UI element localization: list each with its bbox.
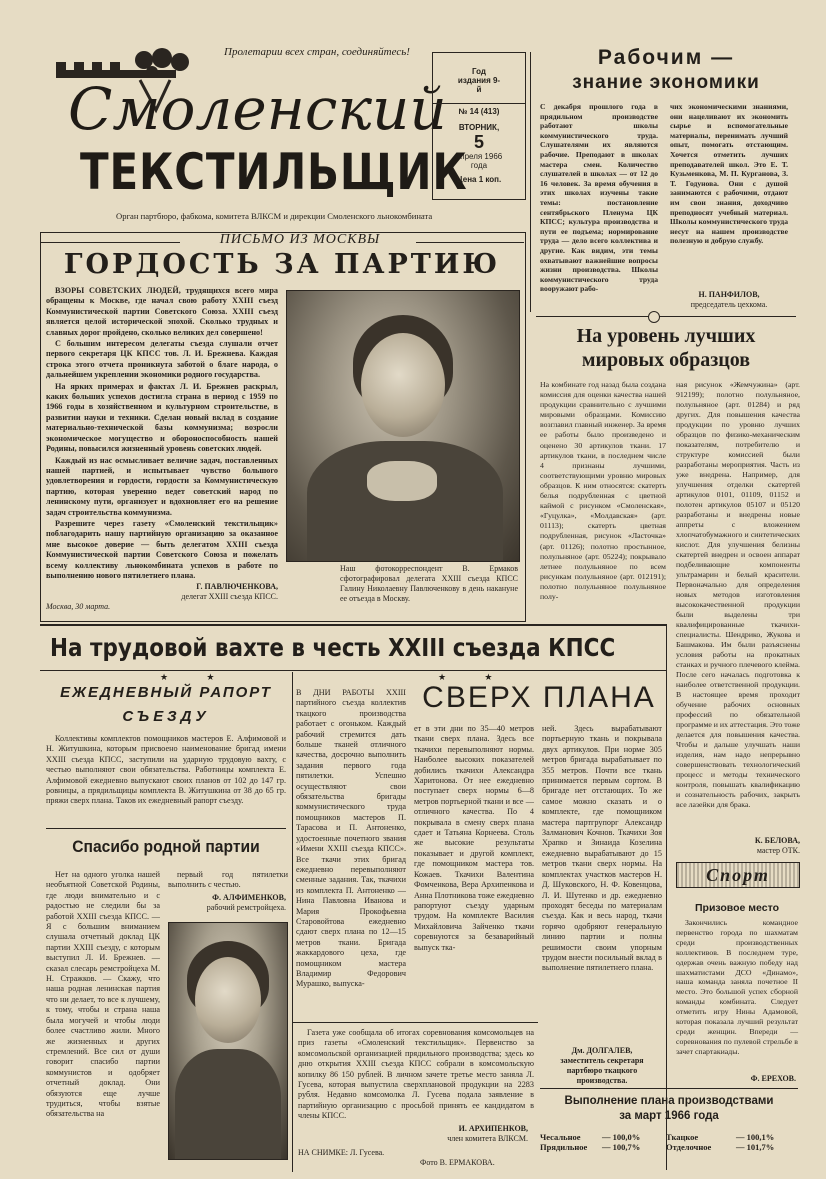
price: Цена 1 коп. <box>456 175 502 184</box>
quality-headline-1: На уровень лучших <box>576 325 756 347</box>
weekday: ВТОРНИК, <box>458 123 500 132</box>
economics-col-2: чих экономическими знаниями, они нацеливают их экономить сырье и вспомогательные материалы, перенимать лучший опыт, помогать отстающим. Хочется отметить лучших преподавателей школ. Это Е. Т. Кузьменкова, М. П. Курганова, З. Т. Годунова. Они с душой занимаются с рабочими, отдают им свои знания, доходчиво преподносят учебный материал. Школы коммунистического труда несут на нашем производстве полезную и добрую службу. <box>670 102 788 246</box>
letter-paragraph: ВЗОРЫ СОВЕТСКИХ ЛЮДЕЙ, трудящихся всего мира обращены к Москве, где начал свою работу XXIII съезд Коммунистической партии Советского Союза. XXIII съезд является целой исторической эпохой. Сколько трудных и славных дорог пройдено, сколько великих дел совершено! <box>46 286 278 337</box>
economics-headline-2: знание экономики <box>572 72 760 93</box>
letter-dateline: Москва, 30 марта. <box>46 602 111 612</box>
overplan-col-1: В ДНИ РАБОТЫ XXIII партийного съезда коллектив ткацкого производства работает с огоньком. Каждый рабочий стремится дать больше тканей отличного качества, досрочно выполнить задания первого года пятилетки. Успешно осуществляют свои обязательства бригады коммунистического труда помощников мастеров П. Тарасова и П. Антоненко, удостоенные почетного звания «Имени XXIII съезда КПСС». Все ткачи этих бригад ежедневно перевыполняют сменные задания. Так, ткачихи из комплекта П. Антоненко — Нина Павловна Иванова и Мария Прокофьевна Старовойтова ежедневно сдают сверх плана по 12—15 метров ткани. Бригада жаккардового цеха, где помощником мастера Владимир Федорович Мурашко, выпуска- <box>296 688 406 989</box>
plan-row-left-value: — 100,0% <box>602 1132 641 1142</box>
plan-table-headline-2: за март 1966 года <box>619 1110 719 1122</box>
plan-table-row <box>540 1132 798 1142</box>
thanks-signature-role: рабочий ремстройцеха. <box>206 903 286 912</box>
quality-signature-role: мастер ОТК. <box>756 846 800 855</box>
thanks-col-1: Нет на одного уголка нашей необъятной Советской Родины, где люди внимательно и с радостью не следили бы за работой XXIII съезда КПСС. — Я с большим вниманием слушала отчетный доклад ЦК партии XXIII съезду, с которым выступил Л. И. Брежнев. — сказал слесарь ремстройцеха М. Н. Стражков. — Скажу, что наша родная ленинская партия что ни делает, то все к лучшему, к тому, чтобы и страна наша была могучей и чтобы люди более счастливо жили. Много же жизненных и других стремлений. Все сил от души говорит спасибо партии коммунистов и одобряет отчетный доклад. Они обязуются еще лучше трудиться, чтобы взятые обязательства на <box>46 870 160 1119</box>
plan-row-right-name: Отделочное <box>666 1142 712 1152</box>
plan-table-headline-1: Выполнение плана производствами <box>564 1095 774 1107</box>
letter-paragraph: Разрешите через газету «Смоленский текстильщик» поблагодарить нашу партийную организацию за оказанное мне высокое доверие — быть делегатом XXIII съезда Коммунистической партии Советского Союза и пожелать всему коллективу льнокомбината успехов в работе по выполнению нового пятилетнего плана. <box>46 518 278 580</box>
competition-signature-role: член комитета ВЛКСМ. <box>447 1134 528 1143</box>
month-year: апреля 1966 года <box>455 152 503 170</box>
plan-row-left-name: Прядильное <box>540 1142 588 1152</box>
economics-signature-name: Н. ПАНФИЛОВ, <box>698 290 760 299</box>
overplan-stars-icon: ★ ★ <box>438 672 511 682</box>
plan-row-left-value: — 100,7% <box>602 1142 641 1152</box>
sport-body: Закончились командное первенство города по шахматам среди производственных коллективов. В последнем туре, одержав очень важную победу над шахматистами ДСО «Динамо», наша команда заняла почетное II место. Это большой успех сборной команды комбината. Следует отметить игру Нины Адамовой, которая показала лучший результат среди женщин. Впереди — соревнования по пулевой стрельбе в зачет спартакиады. <box>676 918 798 1056</box>
letter-signature-name: Г. ПАВЛЮЧЕНКОВА, <box>196 582 278 592</box>
sport-banner <box>676 862 800 888</box>
letter-photo-caption: Наш фотокорреспондент В. Ермаков сфотографировал делегата XXIII съезда КПСС Галину Николаевну Павлюченкову в день накануне ее отъезда в Москву. <box>340 564 518 603</box>
plan-row-right-value: — 100,1% <box>736 1132 775 1142</box>
sport-headline: Призовое место <box>695 902 779 914</box>
overplan-col-3: ней. Здесь вырабатывают портьерную ткань и покрывала двух артикулов. При норме 305 метров бригада вырабатывает по 355 метров. Почти все ткань принимается первым сортом. В бригаде нет отстающих. То же самое можно сказать и о комплекте, где помощником мастера партгрупорг Александр Залманович Кочнов. Ткачихи Зоя Храпко и Зинаида Козелина ежедневно вырабатывают до 15 метров ткани сверх нормы. На комплектах участков мастеров Н. Д. Шуковского, Н. Ф. Ковенцова, Л. И. Шутенко и др. ежедневно проходят беседы по материалам съезда. Как и весь народ, ткачи горячо одобряют генеральную линию партии и полны решимости своим упорным трудом внести посильный вклад в выполнение пятилетнего плана. <box>542 724 662 973</box>
competition-photo-credit: Фото В. ЕРМАКОВА. <box>420 1158 495 1167</box>
slogan: Пролетарии всех стран, соединяйтесь! <box>224 46 410 58</box>
issue-number: № 14 (413) <box>433 103 525 116</box>
gusseva-photo <box>168 922 288 1160</box>
overplan-signature-role: заместитель секретаря партбюро ткацкого производства. <box>560 1056 644 1085</box>
letter-paragraph: Каждый из нас осмысливает величие задач, поставленных нашей партией, и испытывает чувство большого удовлетворения и гордости, гордости за Коммунистическую партию, которая уверенно ведет советский народ по ленинскому пути, организует и вдохновляет его на решение задач строительства коммунизма. <box>46 455 278 517</box>
report-kicker: ЕЖЕДНЕВНЫЙ РАПОРТ <box>60 684 272 701</box>
thanks-signature-name: Ф. АЛФИМЕНКОВ, <box>212 893 286 902</box>
newspaper-title-block: ТЕКСТИЛЬЩИК <box>80 143 468 201</box>
quality-col-1: На комбинате год назад была создана комиссия для оценки качества нашей продукции сравнительно с лучшими мировыми образцами. Комиссию возглавил главный инженер. За время ее работы было произведено и оценено 30 артикулов ткани. 17 артикулов ткани, в последнем числе 4 признаны лучшими, соответствующими уровню мировых образцов. К ним относятся: скатерть белья подрубленная с цветной каймой с рисунком «Смоленская», «Гуцулка», «Молдавская» (арт. 01113); скатерть цветная подрубленная, рисунок «Ласточка» (арт. 01126); полотно простынное, полульняное (арт. 05224); покрывало летнее полульняное по всем рисункам полульняное (арт. 012191); полотно полульняное полульняное полу- <box>540 380 666 601</box>
sport-signature: Ф. ЕРЕХОВ. <box>750 1074 796 1083</box>
quality-signature-name: К. БЕЛОВА, <box>754 836 800 845</box>
economics-article <box>536 46 796 309</box>
plan-row-right-name: Ткацкое <box>666 1132 699 1142</box>
report-kicker-2: СЪЕЗДУ <box>122 708 210 725</box>
overplan-headline: СВЕРХ ПЛАНА <box>422 681 656 714</box>
report-stars-icon: ★ ★ <box>160 672 233 682</box>
plan-table <box>540 1094 798 1152</box>
thanks-col-2: первый год пятилетки выполнить с честью. <box>168 870 288 890</box>
economics-col-1: С декабря прошлого года в прядильном производстве работают школы коммунистического труда. Слушателями их являются рабочие. Преподают в школах мастера смен. Количество слушателей в школах — от 12 до 16 человек. За время обучения в этих школах изучены такие темы: постановление сентябрьского Пленума ЦК КПСС; культура производства и пути ее подъема; нормирование труда — дело всего коллектива и другие. Как видим, эти темы охватывают важнейшие вопросы жизни производства. Школы коммунистического труда вооружают рабо- <box>540 102 658 294</box>
year-label: Год издания 9-й <box>457 67 501 94</box>
competition-signature-name: И. АРХИПЕНКОВ, <box>458 1124 528 1133</box>
day-number: 5 <box>473 132 484 152</box>
thanks-headline: Спасибо родной партии <box>72 837 260 856</box>
letter-paragraph: На ярких примерах и фактах Л. И. Брежнев раскрыл, каких больших успехов достигла страна в период с 1959 по 1966 годы в хозяйственном и культурном строительстве, в развитии науки и техники. Сделан новый вклад в создание материально-технической базы коммунизма; возросли экономическое могущество и обороноспособность нашей Родины, повысился жизненный уровень советских людей. <box>46 381 278 454</box>
letter-paragraph: С большим интересом делегаты съезда слушали отчет первого секретаря ЦК КПСС тов. Л. И. Брежнева. Каждая строка этого отчета проникнута заботой о благе народа, о дальнейшем укреплении экономики родного государства. <box>46 339 278 380</box>
economics-headline-1: Рабочим — <box>597 46 735 69</box>
issue-info-box <box>432 52 526 200</box>
plan-row-left-name: Чесальное <box>540 1132 581 1142</box>
sport-banner-label: Спорт <box>706 865 770 885</box>
divider-ornament-icon <box>648 311 660 323</box>
newspaper-title-script: Смоленский <box>68 75 447 143</box>
letter-signature-role: делегат XXIII съезда КПСС. <box>181 592 278 602</box>
masthead-subtitle: Орган партбюро, фабкома, комитета ВЛКСМ и дирекции Смоленского льнокомбината <box>116 211 433 221</box>
overplan-col-2: ет в эти дни по 35—40 метров ткани сверх плана. Здесь все ткачихи перевыполняют нормы. Наиболее высоких показателей добились ткачихи Александра Харитонова. От нее ежедневно поступает сверх нормы 6—8 метров портьерной ткани и все — отличного качества. По 4 покрывала в смену сверх плана сдает и Татьяна Корнеева. Столь же высокие результаты показывает и другой комплект, где помощником мастера тов. Кожаев. Ткачихи Валентина Фомченкова, Вера Архипенкова и Анна Плотникова тоже ежедневно рапортуют съезду ударным трудом. На комплекте Василия Михайловича Зайченко ткачи соревнуются за безаварийный выпуск тка- <box>414 724 534 952</box>
economics-signature-role: председатель цехкома. <box>690 300 768 309</box>
report-body: Коллективы комплектов помощников мастеров Е. Алфимовой и Н. Житушкина, которым присвоено наименование бригад имени XXIII съезда КПСС, заступили на ударную трудовую вахту, с честью выполняют свои обязательства. Работницы комплекта Е. Алфимовой ежедневно выпускают своих планов от 102 до 147 гр. ровницы, а прядильщицы комплекта В. Житушкина от 38 до 65 гр. пряжи сверх плана. Таков их ежедневный рапорт съезду. <box>46 734 286 806</box>
plan-table-row <box>540 1142 798 1152</box>
letter-headline: ГОРДОСТЬ ЗА ПАРТИЮ <box>63 249 501 280</box>
competition-body: Газета уже сообщала об итогах соревнования комсомольцев на приз газеты «Смоленский текстильщик». Первенство за комсомольской организацией прядильного производства; здесь ко дню открытия XXIII съезда КПСС собрали в комсомольскую копилку 86 150 рублей. В личном зачете третье место заняла Л. Гусева, которая выпустила сверхплановой продукции на 2283 рубля. Недавно комсомолка Л. Гусева подала заявление в партийную организацию с просьбой принять ее кандидатом в члены КПСС. <box>298 1028 534 1121</box>
quality-article <box>536 324 796 372</box>
quality-col-2: ная рисунок «Жемчужина» (арт. 912199); полотно полульняное, полульняное (арт. 01284) и ряд других. Для повышения качества продукции по уровню лучших образцов по физико-механическим показателям, потребителю и структуре комиссией были разработаны мероприятия. Часть из уже внедрена. Например, для улучшения отделки скатертей артикулов 0101, 01109, 01152 и полотен артикулов 05107 и 05120 разработаны и внедрены новые аппреты с вложением хлопчатобумажного и синтетических кислот. Для улучшения белизны скатертей внедрен и освоен аппарат подбеливающие компоненты ультрамарин и белый красители. Первоначально для определения новых методов изготовления высококачественной продукции были выделены три квалифицированные ткачихи-специалисты. Шендрико, Жукова и Башмакова. Им были разъяснены условия работы на прокатных станках и ручного плечевого клейма. После сего началась подготовка к наиболее ответственной продукции. В настоящее время проходит обучение рабочих основных профессий по обязательной программе и их аттестация. Это тоже делается для повышения качества. Чтобы и дальше улучшать наши изделия, нам надо непрерывно совершенствовать технологический процесс и методы технического контроля, повышать квалификацию и сознательность рабочих, закрыть все лазейки для брака. <box>676 380 800 809</box>
letter-body <box>46 286 278 611</box>
delegate-photo <box>286 290 520 562</box>
masthead <box>34 40 468 230</box>
plan-row-right-value: — 101,7% <box>736 1142 775 1152</box>
letter-kicker: ПИСЬМО ИЗ МОСКВЫ <box>219 232 381 247</box>
banner-headline: На трудовой вахте в честь XXIII съезда КПСС <box>50 633 616 662</box>
competition-photo-caption: НА СНИМКЕ: Л. Гусева. <box>298 1148 385 1157</box>
overplan-signature-name: Дм. ДОЛГАЛЕВ, <box>571 1046 633 1055</box>
quality-headline-2: мировых образцов <box>581 349 751 371</box>
